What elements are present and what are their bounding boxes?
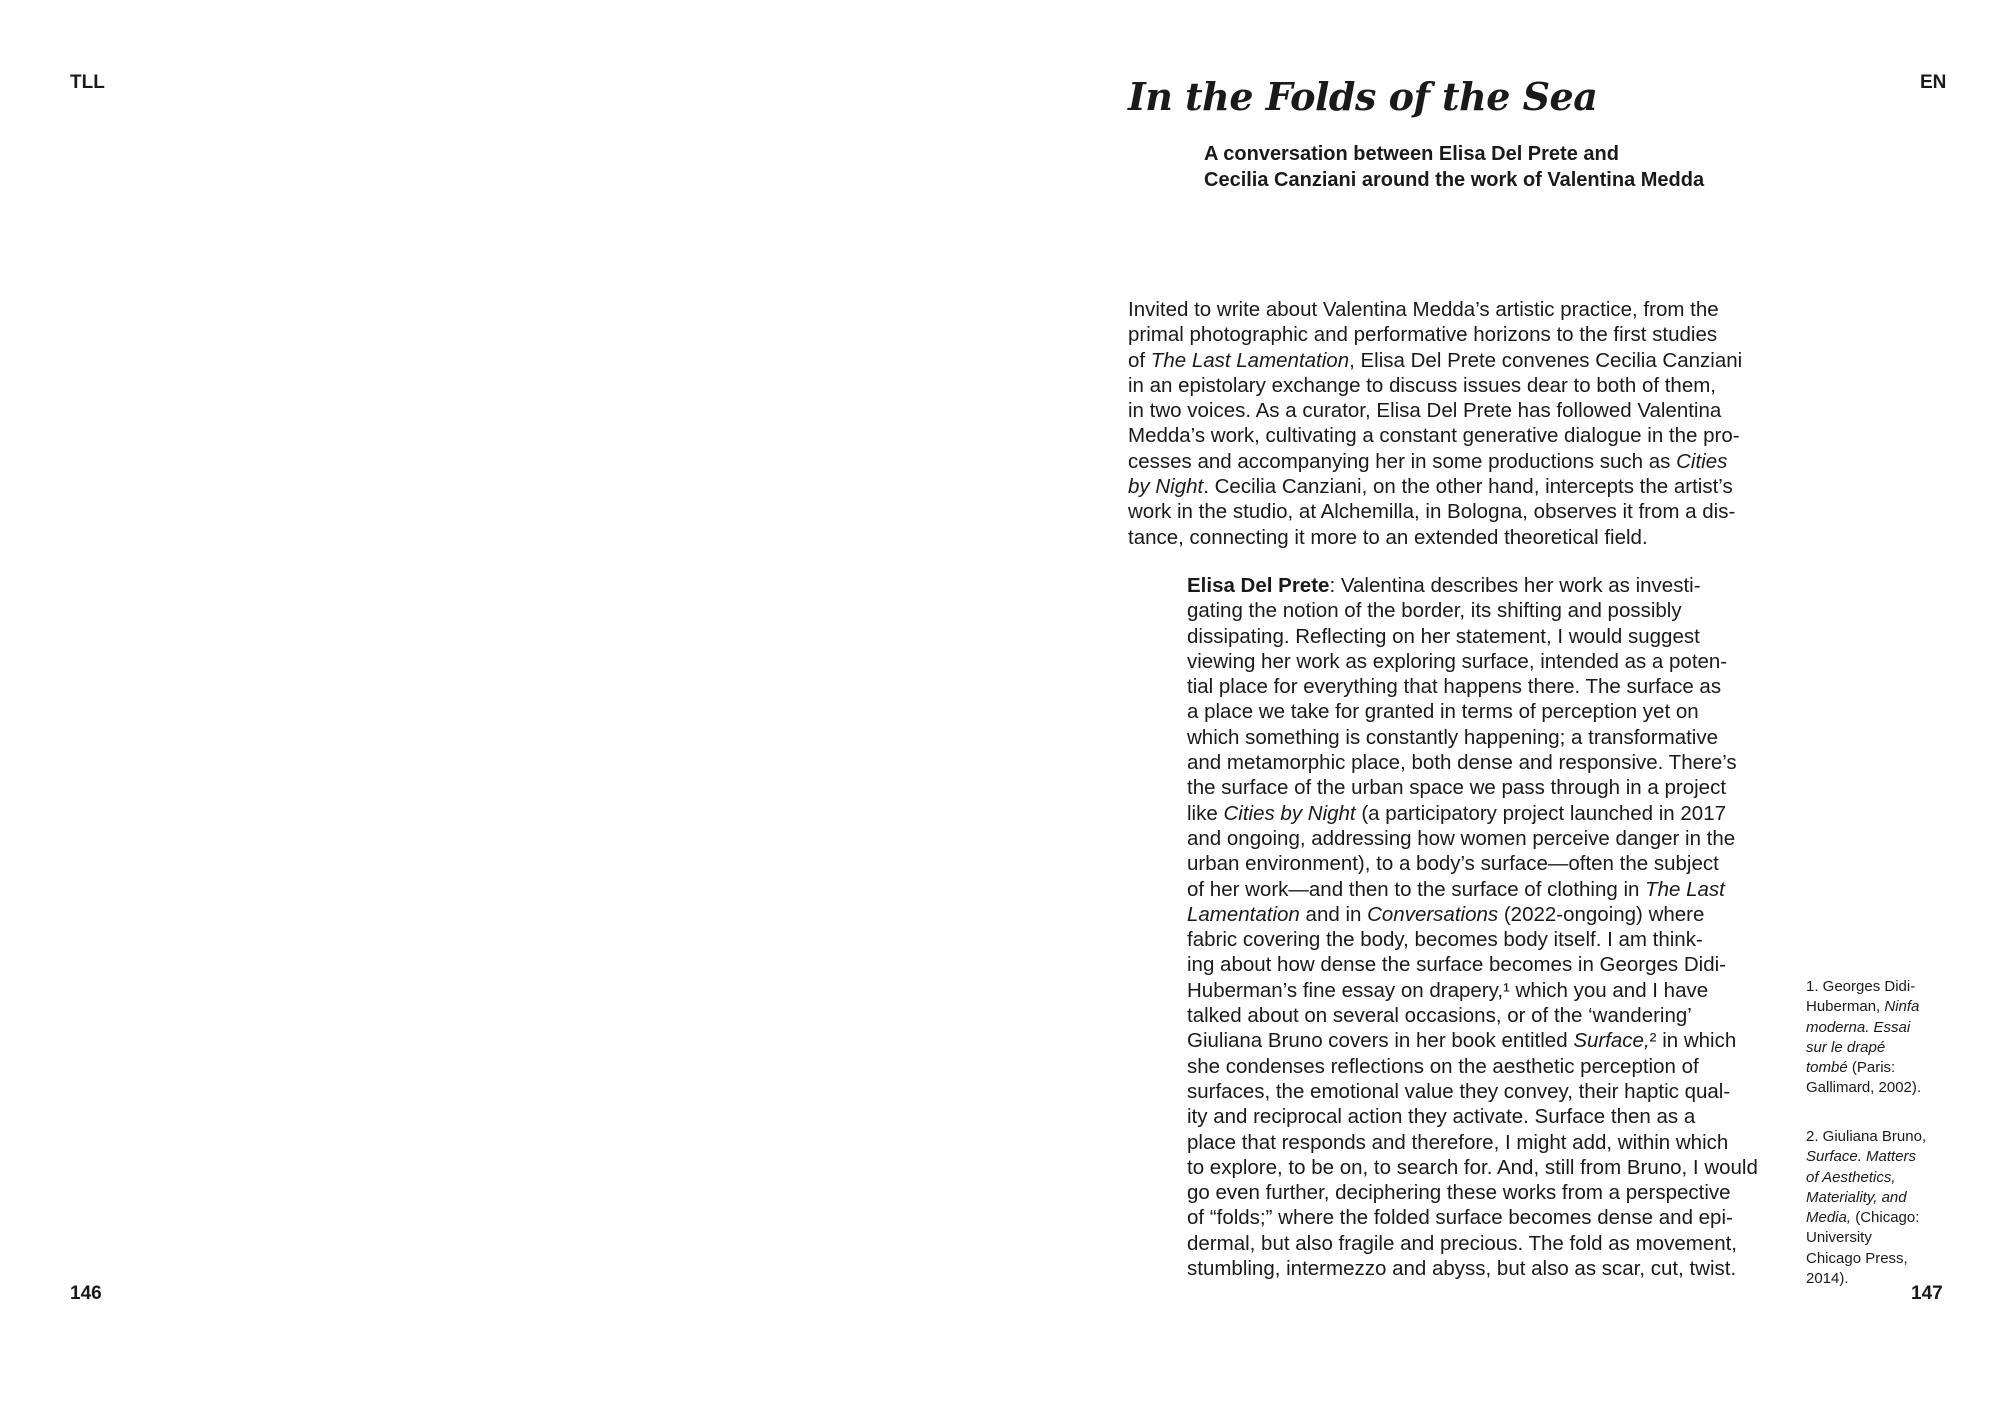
footnote-line: sur le drapé <box>1806 1038 1886 1056</box>
dialogue-line: the surface of the urban space we pass through in a project <box>1187 776 1727 800</box>
footnote-line: moderna. Essai <box>1806 1018 1911 1036</box>
dialogue-line: of “folds;” where the folded surface becomes dense and epi- <box>1187 1206 1733 1230</box>
dialogue-line: surfaces, the emotional value they convey, their haptic qual- <box>1187 1079 1731 1103</box>
footnote-2 <box>1806 1127 1926 1289</box>
dialogue-line: go even further, deciphering these works from a perspective <box>1187 1181 1731 1205</box>
intro-line: work in the studio, at Alchemilla, in Bologna, observes it from a dis- <box>1128 500 1736 524</box>
language-marker: EN <box>1920 72 1947 93</box>
footnote-line: Media, (Chicago: <box>1806 1209 1920 1227</box>
dialogue-line-rest: : Valentina describes her work as investi- <box>1329 574 1701 597</box>
dialogue-line: talked about on several occasions, or of the ‘wandering’ <box>1187 1004 1692 1028</box>
page-number-left: 146 <box>70 1283 102 1304</box>
dialogue-line: gating the notion of the border, its shifting and possibly <box>1187 599 1682 623</box>
intro-line: primal photographic and performative horizons to the first studies <box>1128 323 1718 347</box>
dialogue-line: of her work—and then to the surface of clothing in The Last <box>1187 877 1725 901</box>
intro-line: in an epistolary exchange to discuss issues dear to both of them, <box>1128 373 1717 397</box>
article-subtitle <box>1204 141 1704 193</box>
footnote-1 <box>1806 977 1921 1099</box>
speaker-name: Elisa Del Prete <box>1187 574 1330 597</box>
dialogue-line: fabric covering the body, becomes body itself. I am think- <box>1187 928 1703 952</box>
intro-paragraph <box>1128 297 1742 550</box>
dialogue-first-line <box>1187 573 1758 598</box>
dialogue-line: urban environment), to a body’s surface—often the subject <box>1187 852 1719 876</box>
footnote-line: tombé (Paris: <box>1806 1059 1896 1077</box>
subtitle-line: Cecilia Canziani around the work of Valentina Medda <box>1204 169 1705 191</box>
intro-line: Invited to write about Valentina Medda’s artistic practice, from the <box>1128 298 1719 321</box>
dialogue-line: tial place for everything that happens there. The surface as <box>1187 675 1722 699</box>
intro-line: tance, connecting it more to an extended theoretical field. <box>1128 525 1648 549</box>
dialogue-line: Lamentation and in Conversations (2022-ongoing) where <box>1187 902 1705 926</box>
dialogue-line: and ongoing, addressing how women perceive danger in the <box>1187 826 1736 850</box>
dialogue-line: ity and reciprocal action they activate. Surface then as a <box>1187 1105 1696 1129</box>
dialogue-line: place that responds and therefore, I might add, within which <box>1187 1130 1729 1154</box>
dialogue-line: stumbling, intermezzo and abyss, but also as scar, cut, twist. <box>1187 1257 1737 1281</box>
footnote-line: Huberman, Ninfa <box>1806 998 1920 1016</box>
footnote-line: of Aesthetics, <box>1806 1168 1896 1186</box>
footnote-line: 1. Georges Didi- <box>1806 978 1916 995</box>
dialogue-line: to explore, to be on, to search for. And, still from Bruno, I would <box>1187 1155 1758 1179</box>
dialogue-line: dissipating. Reflecting on her statement, I would suggest <box>1187 624 1700 648</box>
dialogue-line: she condenses reflections on the aesthetic perception of <box>1187 1054 1699 1078</box>
dialogue-paragraph <box>1187 573 1758 1281</box>
running-header-left: TLL <box>70 72 105 93</box>
dialogue-line: dermal, but also fragile and precious. The fold as movement, <box>1187 1231 1737 1255</box>
intro-line: by Night. Cecilia Canziani, on the other hand, intercepts the artist’s <box>1128 475 1733 499</box>
dialogue-line: ing about how dense the surface becomes in Georges Didi- <box>1187 953 1727 977</box>
dialogue-line: a place we take for granted in terms of perception yet on <box>1187 700 1699 724</box>
dialogue-line: and metamorphic place, both dense and responsive. There’s <box>1187 751 1737 775</box>
footnote-line: Surface. Matters <box>1806 1148 1917 1166</box>
dialogue-line: viewing her work as exploring surface, intended as a poten- <box>1187 649 1728 673</box>
dialogue-line: Giuliana Bruno covers in her book entitled Surface,² in which <box>1187 1029 1737 1053</box>
dialogue-line: like Cities by Night (a participatory project launched in 2017 <box>1187 801 1727 825</box>
footnote-line: Gallimard, 2002). <box>1806 1079 1922 1097</box>
dialogue-line: which something is constantly happening; a transformative <box>1187 725 1719 749</box>
intro-line: of The Last Lamentation, Elisa Del Prete convenes Cecilia Canziani <box>1128 348 1743 372</box>
intro-line: cesses and accompanying her in some productions such as Cities <box>1128 449 1728 473</box>
footnote-line: University <box>1806 1229 1872 1247</box>
dialogue-line: Huberman’s fine essay on drapery,¹ which you and I have <box>1187 978 1709 1002</box>
footnote-line: 2. Giuliana Bruno, <box>1806 1128 1927 1145</box>
intro-line: Medda’s work, cultivating a constant generative dialogue in the pro- <box>1128 424 1740 448</box>
footnote-line: Materiality, and <box>1806 1188 1907 1206</box>
page-number-right: 147 <box>1911 1283 1943 1304</box>
footnote-line: Chicago Press, <box>1806 1249 1908 1267</box>
footnote-line: 2014). <box>1806 1270 1849 1288</box>
article-title: In the Folds of the Sea <box>1128 74 1598 119</box>
subtitle-line: A conversation between Elisa Del Prete and <box>1204 143 1619 165</box>
intro-line: in two voices. As a curator, Elisa Del Prete has followed Valentina <box>1128 399 1722 423</box>
